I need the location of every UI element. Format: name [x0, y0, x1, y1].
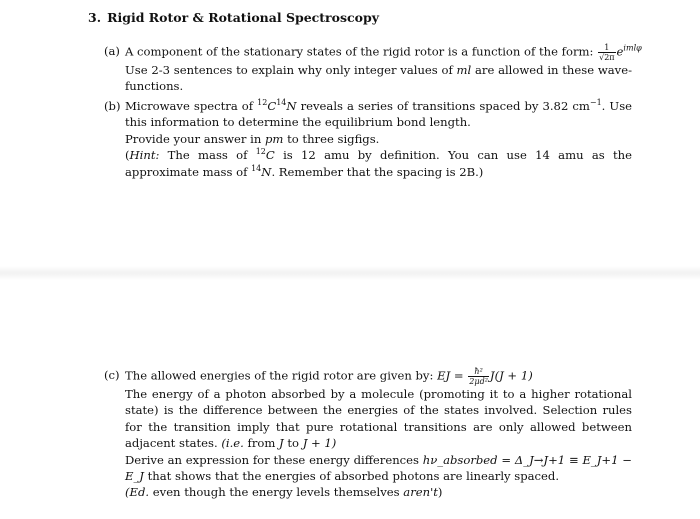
part-c-line1-text: The allowed energies of the rigid rotor are given by:	[125, 368, 438, 383]
part-c-to: to	[283, 436, 303, 451]
part-b-n-mass: 14	[276, 98, 287, 107]
scan-fold-band	[0, 266, 700, 280]
part-c-note-a: (Ed.	[125, 485, 150, 500]
part-c-fraction-den: 2μd²	[469, 377, 488, 386]
part-c-para-text: The energy of a photon absorbed by a molecule (promoting it to a higher rotational state) is the difference between the energies of the states involved. Selection rules for the transition imply that pure rotational transitions are only allowed between adjacent states.	[125, 387, 632, 451]
part-a-line1-text: A component of the stationary states of the rigid rotor is a function of the form:	[125, 44, 594, 59]
part-c-note-c: aren't	[403, 485, 438, 500]
part-b-c-symbol: C	[267, 99, 277, 113]
part-c-derive-b: that shows that the energies of absorbed photons are linearly spaced.	[143, 469, 560, 484]
part-b-text-a: Microwave spectra of	[125, 99, 258, 113]
part-b-unit-exp: −1	[589, 98, 602, 107]
part-b-c-mass: 12	[257, 98, 268, 107]
part-b-line3-a: Provide your answer in	[125, 131, 265, 146]
part-b	[104, 98, 632, 180]
part-b-hint-c: . Remember that the spacing is 2B.)	[271, 164, 484, 179]
part-b-hint-label: Hint:	[129, 148, 160, 163]
part-a-ml-var: ml	[456, 63, 472, 77]
part-c-paragraph	[125, 386, 632, 452]
part-c-energy-fraction	[468, 367, 489, 386]
part-c-from: from	[243, 436, 280, 451]
part-b-line3	[125, 131, 632, 147]
part-b-hint-b: is 12 amu by definition. You can use 14 amu as the approximate mass of	[125, 148, 632, 179]
part-a-line2-suffix: are allowed in these wave-functions.	[125, 63, 632, 94]
part-b-unit: pm	[264, 131, 284, 146]
question-heading: Rigid Rotor & Rotational Spectroscopy	[107, 10, 379, 25]
part-c-line1: The allowed energies of the rigid rotor are given by: EJ = $\frac{\text{ħ²}}{\text{2μd²}}$ J(J + 1)	[125, 367, 533, 386]
part-b-line3-b: to three sigfigs.	[283, 131, 380, 146]
part-b-hint-c-symbol: C	[265, 148, 275, 163]
question-title	[88, 10, 379, 26]
part-a-line2-prefix: Use 2-3 sentences to explain why only integer values of	[125, 63, 457, 77]
part-b-label: (b)	[104, 99, 121, 113]
part-a-fraction	[598, 43, 615, 62]
part-c-note-b: even though the energy levels themselves	[149, 485, 404, 500]
part-c-derive	[125, 452, 632, 485]
part-c-j1: J + 1)	[302, 436, 337, 451]
part-c-fraction-num: ħ²	[468, 367, 489, 377]
part-a-fraction-num: 1	[598, 43, 615, 53]
question-number: 3.	[88, 10, 102, 25]
part-c-energy-lhs: EJ	[437, 368, 451, 383]
part-c-note	[125, 484, 632, 500]
part-b-hint-a: The mass of	[159, 148, 256, 163]
part-a-label: (a)	[104, 44, 120, 58]
part-b-hint: (Hint: The mass of $^{12}$C is 12 amu by definition. You can use 14 amu as the approximate mass of $^{14}$N. Remember that the spacing is 2B.)	[125, 147, 632, 179]
part-b-text-c: . Use this information to determine the equilibrium bond length.	[125, 99, 632, 130]
part-b-text-b: reveals a series of transitions spaced by 3.82 cm	[296, 99, 590, 113]
part-c-derive-a: Derive an expression for these energy differences	[125, 452, 423, 467]
part-b-n-symbol: N	[286, 99, 297, 113]
part-c-derive-expr: hν_absorbed = Δ_J→J+1 ≡ E_J+1 − E_J	[125, 452, 632, 484]
part-b-line1	[125, 98, 632, 131]
part-c-label: (c)	[104, 368, 120, 382]
part-a-line2	[125, 62, 632, 95]
part-b-hint-n-symbol: N	[261, 164, 272, 179]
part-c-energy-rhs: J(J + 1)	[489, 368, 533, 383]
part-a-exp-base: e	[616, 44, 624, 59]
part-c-ie: (i.e.	[221, 436, 244, 451]
part-c	[104, 367, 632, 501]
part-b-hint-c-mass: 12	[255, 147, 266, 157]
part-b-hint-n-mass: 14	[251, 163, 262, 173]
part-a-exp-power: imlφ	[623, 43, 642, 53]
part-c-j: J	[279, 436, 284, 451]
part-a-fraction-den: √2π	[599, 53, 615, 62]
part-c-note-d: )	[437, 485, 443, 500]
